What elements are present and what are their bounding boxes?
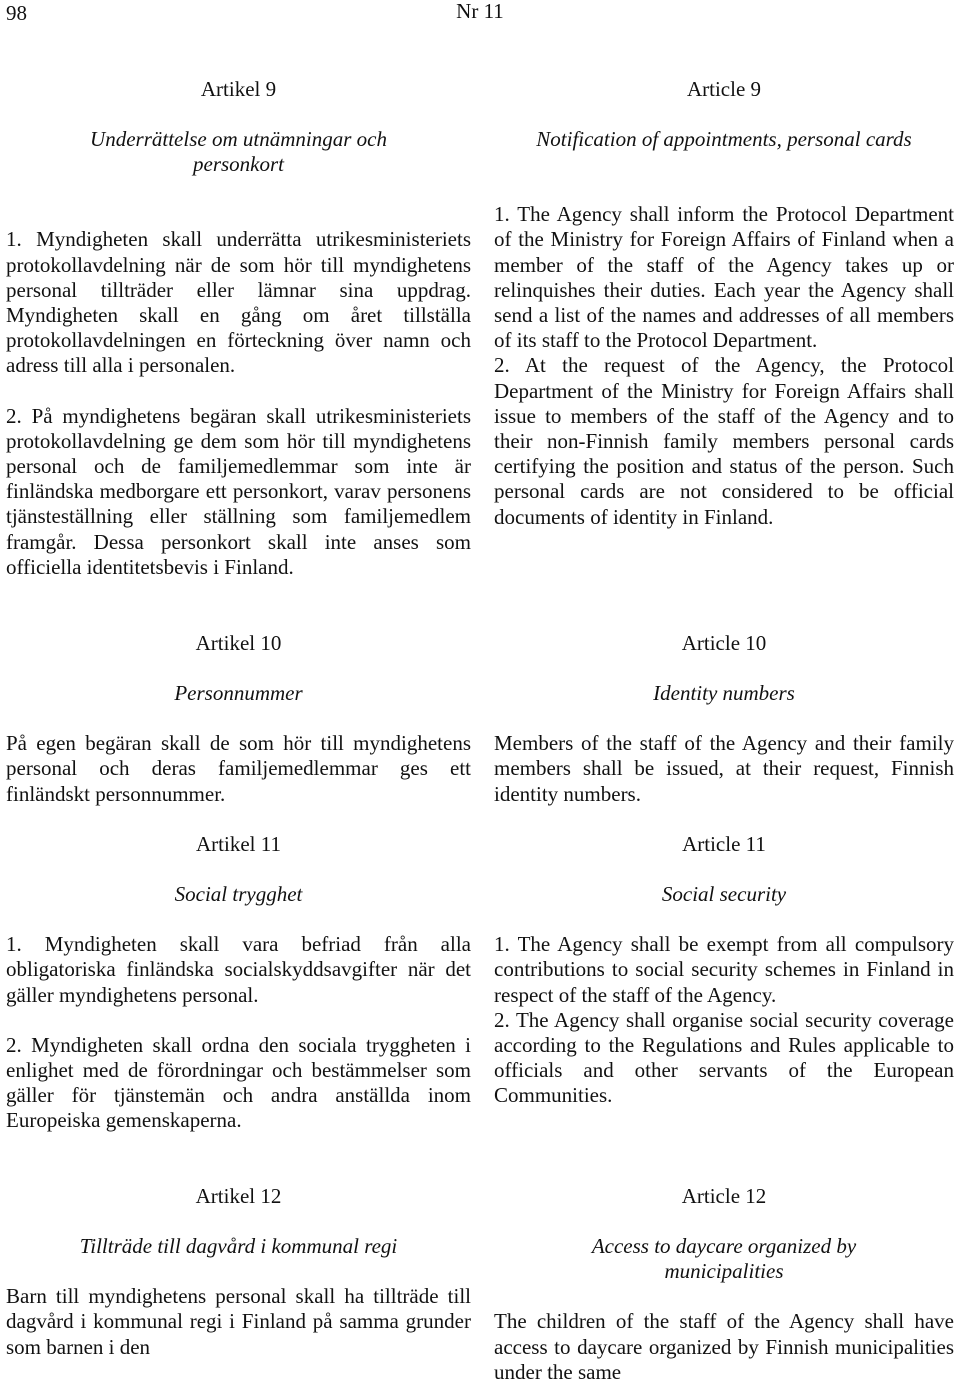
article-9 [494,77,954,530]
article-paragraph: 1. Myndigheten skall underrätta utrikesministeriets protokollavdelning när de som hör till myndighetens personal tillträder eller lämnar sina uppdrag. Myndigheten skall en gång om året tillställa protokollavdelningen en förteckning över namn och adress till alla i personalen. [6,227,471,378]
article-paragraph: 2. På myndighetens begäran skall utrikesministeriets protokollavdelning ge dem som hör till myndighetens personal och de familjemedlemmar som inte är finländska medborgare ett personkort, varav personens tjänsteställning eller ställning som familjemedlem framgår. Dessa personkort skall inte anses som officiella identitetsbevis i Finland. [6,403,471,579]
article-title: Social security [661,882,787,906]
article-paragraph: 2. At the request of the Agency, the Protocol Department of the Ministry for Foreign Affairs shall issue to members of the staff of the Agency and to their non-Finnish family members personal cards certifying the position and status of the person. Such personal cards are not considered to be official documents of identity in Finland. [494,353,954,529]
article-heading: Artikel 11 [196,832,281,856]
article-title: Tillträde till dagvård i kommunal regi [79,1234,398,1258]
article-paragraph: Barn till myndighetens personal skall ha tillträde till dagvård i kommunal regi i Finland på samma grunder som barnen i den [6,1284,471,1359]
article-10 [494,631,954,807]
article-paragraph: 2. The Agency shall organise social security coverage according to the Regulations and Rules applicable to officials and other servants of the European Communities. [494,1007,954,1108]
article-title: Underrättelse om utnämningar och personkort [90,127,387,177]
article-paragraph: 1. The Agency shall be exempt from all compulsory contributions to social security schemes in Finland in respect of the staff of the Agency. [494,932,954,1007]
article-paragraph: 1. Myndigheten skall vara befriad från alla obligatoriska finländska socialskyddsavgifter när det gäller myndighetens personal. [6,932,471,1007]
article-title: Access to daycare organized by municipalities [591,1234,857,1284]
article-heading: Article 10 [681,631,767,655]
article-title: Personnummer [174,681,303,705]
page-header [0,0,960,30]
article-title: Notification of appointments, personal cards [536,127,912,151]
article-heading: Article 9 [686,77,762,101]
article-heading: Article 12 [681,1184,767,1208]
article-heading: Article 11 [682,832,766,856]
artikel-11 [6,832,471,1134]
page-number: 98 [6,1,27,25]
journal-number: Nr 11 [456,0,504,23]
article-11 [494,832,954,1109]
article-12 [494,1184,954,1385]
artikel-10 [6,631,471,807]
article-title: Identity numbers [653,681,795,705]
article-paragraph: På egen begäran skall de som hör till myndighetens personal och deras familjemedlemmar ges ett finländskt personnummer. [6,731,471,806]
article-paragraph: 1. The Agency shall inform the Protocol Department of the Ministry for Foreign Affairs of Finland when a member of the staff of the Agency takes up or relinquishes their duties. Each year the Agency shall send a list of the names and addresses of all members of its staff to the Protocol Department. [494,202,954,353]
article-heading: Artikel 12 [195,1184,282,1208]
article-title: Social trygghet [174,882,303,906]
article-paragraph: Members of the staff of the Agency and their family members shall be issued, at their request, Finnish identity numbers. [494,731,954,806]
artikel-12 [6,1184,471,1360]
article-paragraph: The children of the staff of the Agency shall have access to daycare organized by Finnish municipalities under the same [494,1309,954,1384]
article-paragraph: 2. Myndigheten skall ordna den sociala tryggheten i enlighet med de förordningar och bestämmelser som gäller för tjänstemän och andra anställda inom Europeiska gemenskaperna. [6,1032,471,1133]
artikel-9 [6,77,471,580]
article-heading: Artikel 9 [200,77,277,101]
article-heading: Artikel 10 [195,631,282,655]
